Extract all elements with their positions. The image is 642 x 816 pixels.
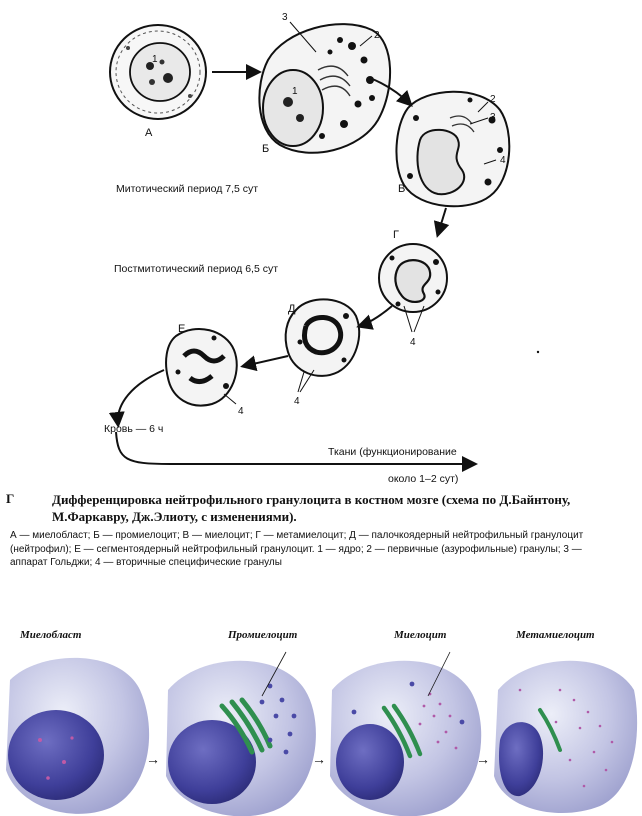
figure-letter: Г: [6, 491, 15, 506]
stray-dot: [537, 351, 539, 353]
figure-caption-title: Дифференцировка нейтрофильного гранулоцита в костном мозге (схема по Д.Байнтону, М.Фаркавру, Дж.Элиоту, с изменениями).: [52, 492, 571, 524]
stage-cell-myeloblast: [6, 658, 149, 814]
stage-arrow-1: →: [146, 751, 160, 767]
cell-b-promyelocyte: [259, 24, 390, 153]
cell-label-v: В: [398, 183, 406, 195]
callout-4-cell-v: 4: [500, 155, 506, 166]
callout-2-cell-v: 2: [490, 94, 496, 105]
cell-label-g: Г: [393, 229, 399, 241]
callout-3-cell-v: 3: [490, 112, 496, 123]
cell-v-myelocyte: [396, 92, 509, 207]
cell-d-band-neutrophil: [286, 299, 359, 376]
tissues-label: Ткани (функционирование: [328, 446, 457, 458]
callout-4-cell-g: 4: [410, 337, 416, 348]
postmitotic-period-label: Постмитотический период 6,5 сут: [114, 263, 279, 275]
stage-cell-metamyelocyte: [494, 661, 637, 813]
blood-label: Кровь — 6 ч: [104, 423, 164, 435]
cell-label-d: Д: [288, 303, 296, 315]
cell-label-a: А: [145, 127, 153, 139]
stage-title-myeloblast: Миелобласт: [20, 629, 82, 641]
callout-4-cell-e: 4: [238, 406, 244, 417]
stage-arrow-2: →: [312, 751, 326, 767]
stage-cell-myelocyte: [330, 652, 481, 816]
stage-title-promyelocyte: Промиелоцит: [228, 629, 298, 641]
callout-1-cell-b: 1: [292, 86, 298, 97]
stage-arrow-3: →: [476, 751, 490, 767]
stage-title-metamyelocyte: Метамиелоцит: [516, 629, 595, 641]
cell-e-segmented-neutrophil: [166, 329, 237, 406]
callout-3-cell-b: 3: [282, 12, 288, 23]
cell-label-b: Б: [262, 143, 270, 155]
callout-1-cell-a: 1: [152, 54, 158, 65]
cell-label-e: Е: [178, 323, 186, 335]
callout-2-cell-b: 2: [374, 30, 380, 41]
cell-a-myeloblast: [110, 25, 206, 119]
callout-4-cell-d: 4: [294, 396, 300, 407]
mitotic-period-label: Митотический период 7,5 сут: [116, 183, 259, 195]
cell-g-metamyelocyte: [379, 244, 447, 312]
figure-caption-legend: А — миелобласт; Б — промиелоцит; В — миелоцит; Г — метамиелоцит; Д — палочкоядерный нейтрофильный гранулоцит (нейтрофил); Е — сегментоядерный нейтрофильный гранулоцит. 1 — ядро; 2 — первичные (азурофильные) гранулы; 3 — аппарат Гольджи; 4 — вторичные специфические гранулы: [10, 530, 584, 568]
stage-cell-promyelocyte: [166, 652, 316, 816]
stage-title-myelocyte: Миелоцит: [394, 629, 447, 641]
tissues-duration-label: около 1–2 сут): [388, 473, 459, 485]
